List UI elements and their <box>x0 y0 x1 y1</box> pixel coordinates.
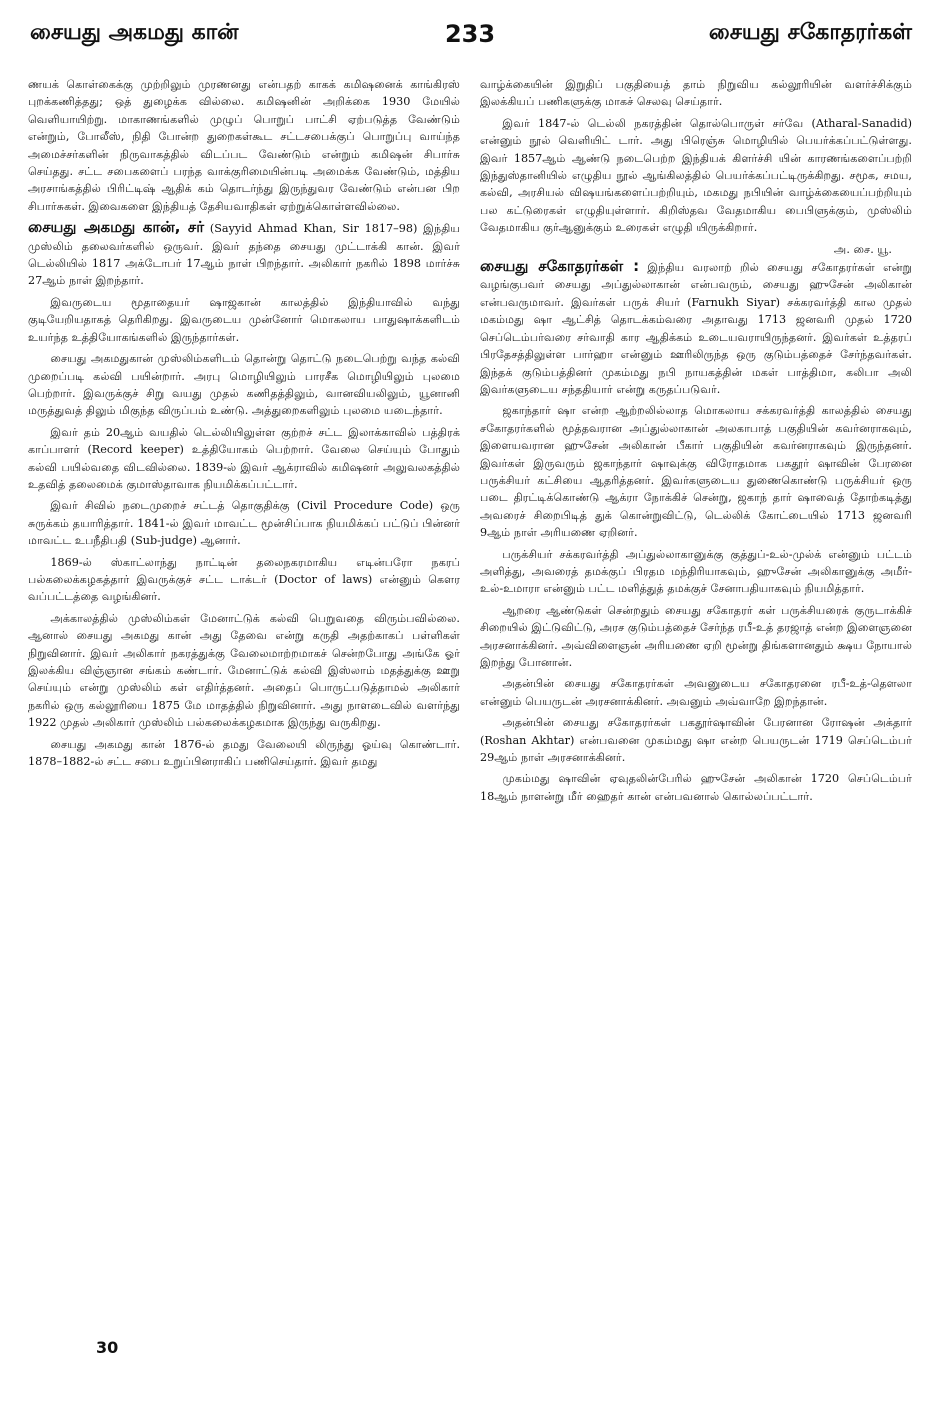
folio-number: 30 <box>96 1338 119 1357</box>
paragraph: இவர் 1847-ல் டெல்லி நகரத்தின் தொல்பொருள் சர்வே (Atharal-Sanadid) என்னும் நூல் வெளியிட் டார். அது பிரெஞ்சு மொழியில் பெயர்க்கப்பட்டுள்ளது. இவர் 1857ஆம் ஆண்டு நடைபெற்ற இந்தியக் கிளர்ச்சி யின் காரணங்களைப்பற்றி இந்துஸ்தானியில் எழுதிய நூல் ஆங்கிலத்தில் பெயர்க்கப்பட்டிருக்கிறது. சமூக, சமய, கல்வி, அரசியல் விஷயங்களைப்பற்றியும், மகமது நபியின் வாழ்க்கையைப்பற்றியும் பல கட்டுரைகள் எழுதியுள்ளார். கிறிஸ்தவ வேதமாகிய பைபிளுக்கும், முஸ்லிம் வேதமாகிய குர்ஆனுக்கும் உரைகள் எழுதி யிருக்கிறார். <box>480 116 912 235</box>
paragraph: 1869-ல் ஸ்காட்லாந்து நாட்டின் தலைநகரமாகிய எடின்பரோ நகரப் பல்கலைக்கழகத்தார் இவருக்குச் சட்ட டாக்டர் (Doctor of laws) என்னும் கௌர வப்பட்டத்தை வழங்கினர். <box>28 555 460 604</box>
paragraph: சையது அகமதுகான் முஸ்லிம்களிடம் தொன்று தொட்டு நடைபெற்று வந்த கல்வி முறைப்படி கல்வி பயின்றார். அரபு மொழியிலும் பாரசீக மொழியிலும் புலமை பெற்றார். இவருக்குச் சிறு வயது முதல் கணிதத்திலும், வானவியலிலும், யூனானி மருத்துவத் திலும் மிகுந்த விருப்பம் உண்டு. அத்துறைகளிலும் புலமை யடைந்தார். <box>28 352 460 418</box>
paragraph: அக்காலத்தில் முஸ்லிம்கள் மேனாட்டுக் கல்வி பெறுவதை விரும்பவில்லை. ஆனால் சையது அகமது கான் அது தேவை என்று கருதி அதற்காகப் பள்ளிகள் நிறுவினார். இவர் அலிகார் நகரத்துக்கு வேலைமாற்றமாகச் சென்றபோது அங்கே ஓர் இலக்கிய விஞ்ஞான சங்கம் கண்டார். மேனாட்டுக் கல்வி இஸ்லாம் மதத்துக்கு ஊறு செய்யும் என்று முஸ்லிம் கள் எதிர்த்தனர். அதைப் பொருட்படுத்தாமல் அலிகார் நகரில் ஒரு கல்லூரியை 1875 மே மாதத்தில் நிறுவினார். அது நாளடைவில் வளர்ந்து 1922 முதல் அலிகார் முஸ்லிம் பல்கலைக்கழகமாக இருந்து வருகிறது. <box>28 611 460 730</box>
paragraph: வாழ்க்கையின் இறுதிப் பகுதியைத் தாம் நிறுவிய கல்லூரியின் வளர்ச்சிக்கும் இலக்கியப் பணிகளுக்கு மாகச் செலவு செய்தார். <box>480 78 912 109</box>
running-head-right: சையது சகோதரர்கள் <box>708 20 912 45</box>
paragraph: ஆறரை ஆண்டுகள் சென்றதும் சையது சகோதரர் கள் பருக்சியரைக் குருடாக்கிச் சிறையில் இட்டுவிட்டு, அரச குடும்பத்தைச் சேர்ந்த ரபீ-உத் தரஜாத் என்ற இளைஞனை அரசனாக்கினர். அவ்விளைஞன் அரியணை ஏறி மூன்று திங்களானதும் க்ஷய நோயால் இறந்து போனான். <box>480 603 912 669</box>
running-head-left: சையது அகமது கான் <box>30 20 239 45</box>
paragraph: முகம்மது ஷாவின் ஏவுதலின்பேரில் ஹுசேன் அலிகான் 1720 செப்டெம்பர் 18ஆம் நாளன்று மீர் ஹைதர் கான் என்பவனால் கொல்லப்பட்டார். <box>480 772 912 803</box>
entry-intro: இந்திய வரலாற் றில் சையது சகோதரர்கள் என்று வழங்குபவர் சையது அப்துல்லாகான் என்பவரும், சையது ஹுசேன் அலிகான் என்பவருமாவர். இவர்கள் பருக் சியர் (Farnukh Siyar) சக்கரவர்த்தி கால முதல் மகம்மது ஷா ஆட்சித் தொடக்கம்வரை அதாவது 1713 ஜனவரி முதல் 1720 செப்டெம்பர்வரை சர்வாதி கார ஆதிக்கம் உடையவராயிருந்தனர். இவர்கள் உத்தரப் பிரதேசத்திலுள்ள பார்ஹா என்னும் ஊரிலிருந்த ஒரு குடும்பத்தைச் சேர்ந்தவர்கள். இந்தக் குடும்பத்தினர் முகம்மது நபி நாயகத்தின் மகள் பாத்திமா, கலிபா அலி இவர்களுடைய சந்ததியார் என்று கருதப்படுவர். <box>480 261 912 396</box>
entry-title: சையது அகமது கான், சர் <box>28 218 205 237</box>
paragraph: இவர் சிவில் நடைமுறைச் சட்டத் தொகுதிக்கு (Civil Procedure Code) ஒரு சுருக்கம் தயாரித்தார். 1841-ல் இவர் மாவட்ட மூன்சிப்பாக நியமிக்கப் பட்டுப் பின்னர் மாவட்ட உபநீதிபதி (Sub-judge) ஆனார். <box>28 499 460 548</box>
paragraph: அதன்பின் சையது சகோதரர்கள் அவனுடைய சகோதரனை ரபீ-உத்-தௌலா என்னும் பெயருடன் அரசனாக்கினர். அவனும் அவ்வாறே இறந்தான். <box>480 677 912 708</box>
entry-heading-paragraph <box>480 258 912 398</box>
entry-intro: இந்திய முஸ்லிம் தலைவர்களில் ஒருவர். இவர் தந்தை சையது முட்டாக்கி கான். இவர் டெல்லியில் 1817 அக்டோபர் 17ஆம் நாள் பிறந்தார். அலிகார் நகரில் 1898 மார்ச்சு 27ஆம் நாள் இறந்தார். <box>28 222 460 288</box>
entry-title: சையது சகோதரர்கள் : <box>480 257 640 276</box>
right-column <box>480 76 912 809</box>
paragraph: அதன்பின் சையது சகோதரர்கள் பகதூர்ஷாவின் பேரனான ரோஷன் அக்தார் (Roshan Akhtar) என்பவனை முகம்மது ஷா என்ற பெயருடன் 1719 செப்டெம்பர் 29ஆம் நாள் அரசனாக்கினர். <box>480 716 912 765</box>
left-column <box>28 76 460 774</box>
paragraph: ணயக் கொள்கைக்கு முற்றிலும் முரணனது என்பதற் காகக் கமிஷனைக் காங்கிரஸ் புறக்கணித்தது; ஒத் துழைக்க வில்லை. கமிஷனின் அறிக்கை 1930 மேயில் வெளியாயிற்று. மாகாணங்களில் முழுப் பொறுப் பாட்சி ஏற்படுத்த வேண்டும் என்றும், போலீஸ், நிதி போன்ற துறைகள்கூட சட்டசபைக்குப் பொறுப்பு வாய்ந்த அமைச்சர்களின் நிருவாகத்தில் விடப்பட வேண்டும் என்றும் கமிஷன் சிபார்சு செய்தது. சட்ட சபைகளைப் பரந்த வாக்குரிமையின்படி அமைக்க வேண்டும், மத்திய அரசாங்கத்தில் பிரிட்டிஷ் ஆதிக் கம் தொடர்ந்து இருந்துவர வேண்டும் என்பன பிற சிபார்சுகள். இவைகளை இந்தியத் தேசியவாதிகள் ஏற்றுக்கொள்ளவில்லை. <box>28 78 460 213</box>
paragraph: பருக்சியர் சக்கரவர்த்தி அப்துல்லாகானுக்கு குத்துப்-உல்-முல்க் என்னும் பட்டம் அளித்து, அவரைத் தமக்குப் பிரதம மந்திரியாகவும், ஹுசேன் அலிகானுக்கு அமீர்-உல்-உமாரா என்னும் பட்ட மளித்துத் தமக்குச் சேனாபதியாகவும் நியமித்தார். <box>480 547 912 596</box>
author-initials: அ. சை. யூ. <box>833 242 892 256</box>
entry-title-english: (Sayyid Ahmad Khan, Sir 1817–98) <box>209 222 418 236</box>
paragraph: சையது அகமது கான் 1876-ல் தமது வேலையி லிருந்து ஓய்வு கொண்டார். 1878–1882-ல் சட்ட சபை உறுப்பினராகிப் பணிசெய்தார். இவர் தமது <box>28 737 460 769</box>
page-number: 233 <box>444 20 496 48</box>
paragraph: ஜகாந்தார் ஷா என்ற ஆற்றலில்லாத மொகலாய சக்கரவர்த்தி காலத்தில் சையது சகோதரர்களில் மூத்தவரான அப்துல்லாகான் அலகாபாத் பகுதியின் கவர்னராகவும், இளையவரான ஹுசேன் அலிகான் பீகார் பகுதியின் கவர்னராகவும் இருந்தனர். இவர்கள் இருவரும் ஜகாந்தார் ஷாவுக்கு விரோதமாக பகதூர் ஷாவின் பேரனை பருக்சியர் கட்சியை ஆதரித்தனர். இவர்களுடைய துணைகொண்டு பருக்சியர் ஒரு படை திரட்டிக்கொண்டு ஆக்ரா நோக்கிச் சென்று, ஜகாந் தார் ஷாவைத் தோற்கடித்து அவரைச் சிறைபிடித் துக் கொன்றுவிட்டு, டெல்லிக் கோட்டையில் 1713 ஜனவரி 9ஆம் நாள் அரியணை ஏறினர். <box>480 404 912 540</box>
entry-heading-paragraph <box>28 219 460 290</box>
paragraph: இவர் தம் 20ஆம் வயதில் டெல்லியிலுள்ள குற்றச் சட்ட இலாக்காவில் பத்திரக் காப்பாளர் (Record keeper) உத்தியோகம் பெற்றார். வேலை செய்யும் போதும் கல்வி பயில்வதை விடவில்லை. 1839-ல் இவர் ஆக்ராவில் கமிஷனர் அலுவலகத்தில் உதவித் தலைமைக் குமாஸ்தாவாக நியமிக்கப்பட்டார். <box>28 425 460 491</box>
paragraph: இவருடைய மூதாதையர் ஷாஜகான் காலத்தில் இந்தியாவில் வந்து குடியேறியதாகத் தெரிகிறது. இவருடைய முன்னோர் மொகலாய பாதுஷாக்களிடம் உயர்ந்த உத்தியோகங்களில் இருந்தார்கள். <box>28 295 460 344</box>
